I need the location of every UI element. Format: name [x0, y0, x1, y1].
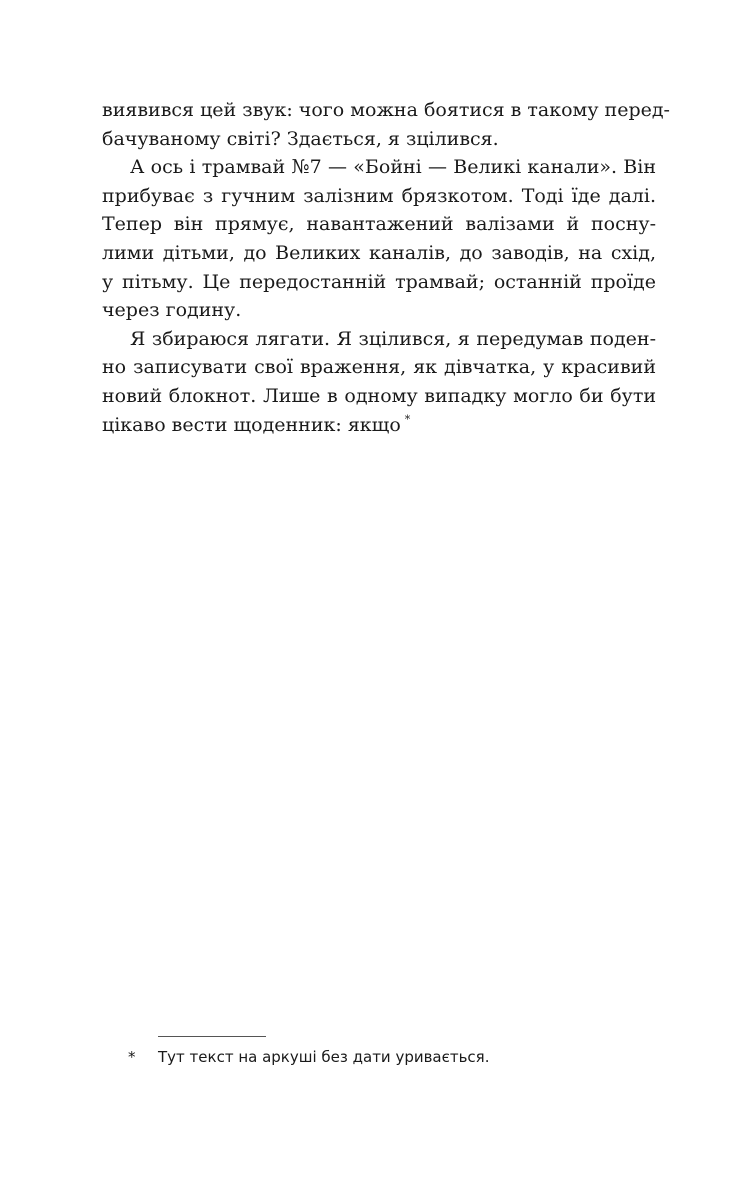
text-line: через годину. — [102, 299, 242, 322]
footnote-text: Тут текст на аркуші без дати уривається. — [158, 1048, 490, 1066]
text-line: новий блокнот. Лише в одному випадку могло би бути — [102, 384, 656, 407]
footnote-reference: * — [404, 412, 411, 426]
text-line-content: цікаво вести щоденник: якщо — [102, 413, 401, 436]
text-line: Тепер він прямує, навантажений валізами й посну- — [102, 213, 656, 236]
footnote-divider — [158, 1036, 266, 1037]
main-text — [102, 96, 670, 439]
text-line: лими дітьми, до Великих каналів, до заводів, на схід, — [102, 241, 656, 264]
text-line: А ось і трамвай №7 — «Бойні — Великі канали». Він — [130, 156, 656, 179]
footnote-marker: * — [128, 1048, 136, 1066]
footnote — [128, 1046, 648, 1068]
text-line: у пітьму. Це передостанній трамвай; останній проїде — [102, 270, 656, 293]
text-line-last — [102, 411, 656, 440]
text-line: но записувати свої враження, як дівчатка, у красивий — [102, 356, 656, 379]
text-line: виявився цей звук: чого можна боятися в такому перед- — [102, 99, 670, 121]
text-line: прибуває з гучним залізним брязкотом. Тоді їде далі. — [102, 184, 656, 207]
text-line: Я збираюся лягати. Я зцілився, я передумав поден- — [130, 327, 656, 350]
text-line: бачуваному світі? Здається, я зцілився. — [102, 127, 499, 150]
